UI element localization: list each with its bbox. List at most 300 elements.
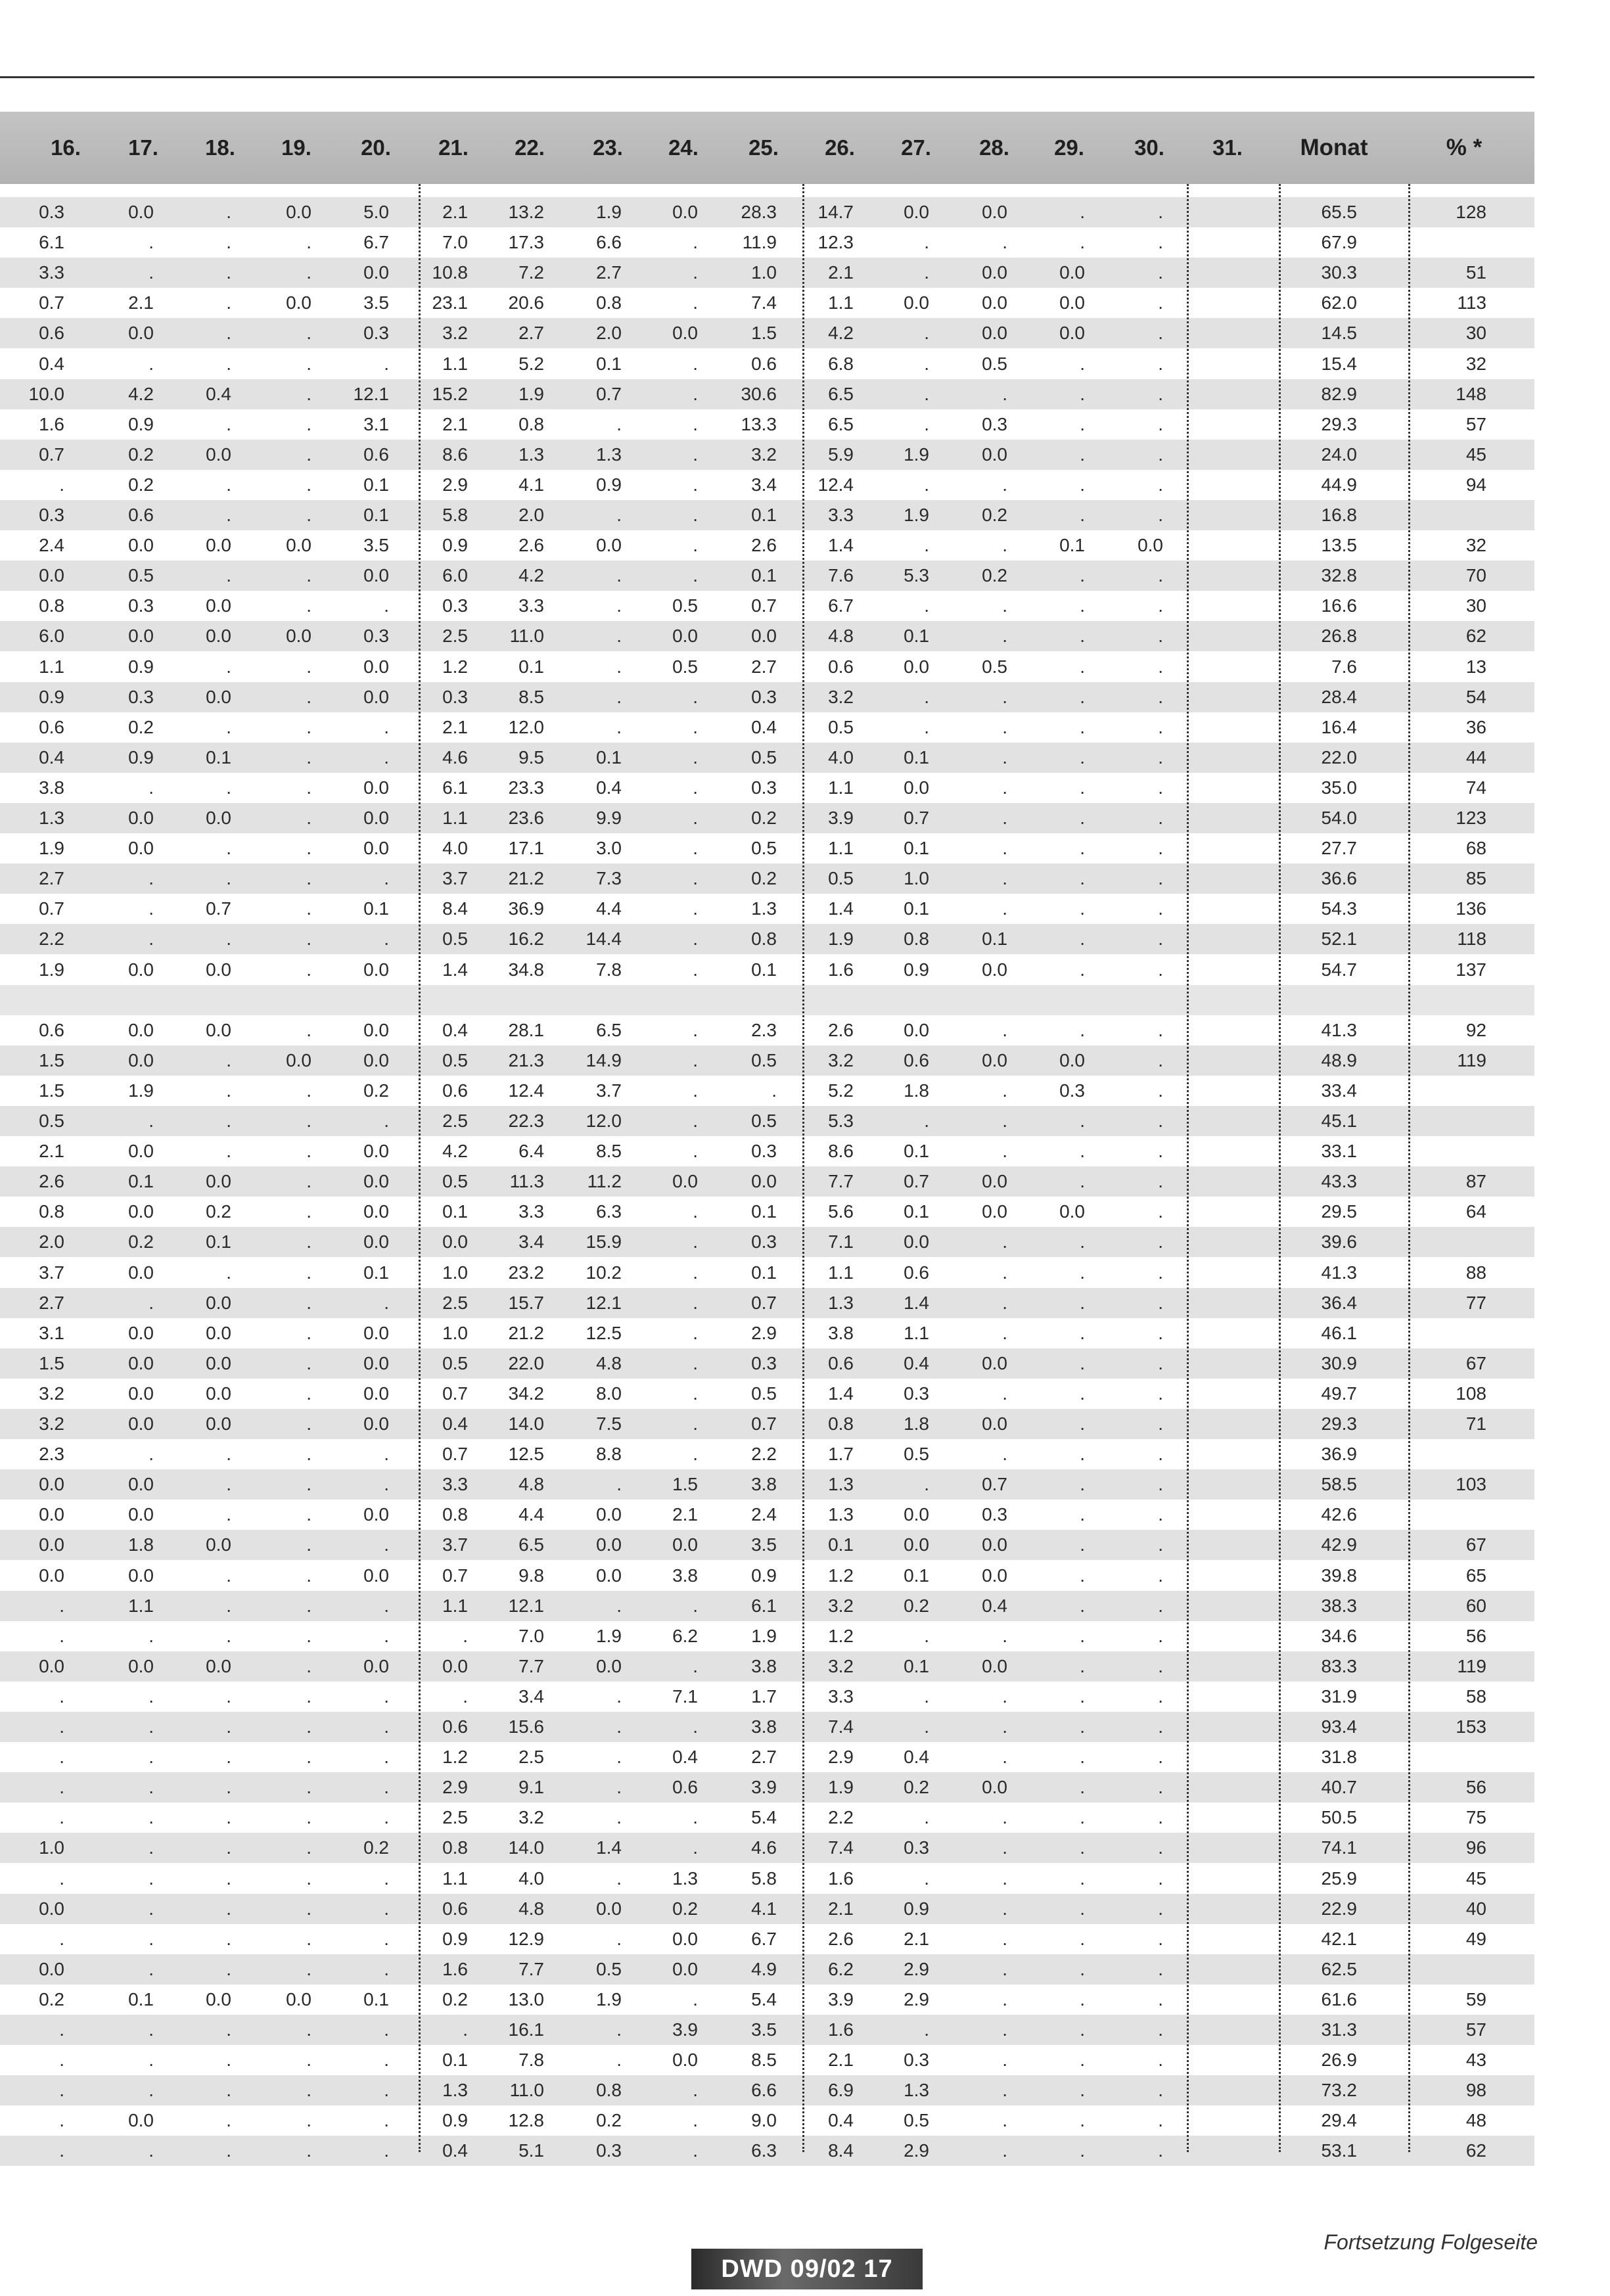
cell-day-28: 0.3 (982, 413, 1007, 434)
cell-day-19: . (306, 1595, 311, 1616)
cell-day-22: 4.8 (518, 1474, 544, 1495)
cell-day-29: . (1080, 1352, 1085, 1373)
day-header-18: 18. (205, 135, 235, 160)
column-separator (1187, 184, 1189, 2152)
cell-day-17: . (149, 1958, 154, 1979)
cell-day-20: 0.0 (363, 1413, 389, 1434)
cell-day-18: 0.0 (206, 686, 231, 707)
cell-day-24: . (693, 1292, 698, 1313)
cell-day-25: 6.1 (751, 1595, 777, 1616)
cell-day-24: 0.0 (672, 1958, 698, 1979)
cell-day-16: 1.5 (39, 1049, 64, 1070)
cell-day-19: . (306, 1565, 311, 1586)
cell-month-total: 65.5 (1321, 202, 1357, 222)
cell-day-26: 1.9 (828, 1777, 854, 1798)
table-row (0, 440, 1534, 470)
cell-day-22: 22.0 (508, 1352, 544, 1373)
cell-day-28: . (1002, 383, 1007, 404)
cell-month-total: 34.6 (1321, 1625, 1357, 1646)
cell-day-25: 2.6 (751, 535, 777, 556)
cell-day-25: 8.5 (751, 2050, 777, 2071)
continuation-note: Fortsetzung Folgeseite (1323, 2230, 1538, 2254)
cell-day-18: . (226, 1049, 231, 1070)
cell-day-29: 0.1 (1059, 535, 1085, 556)
cell-day-28: . (1002, 1111, 1007, 1131)
cell-month-total: 26.9 (1321, 2050, 1357, 2071)
cell-day-25: 0.5 (751, 1383, 777, 1404)
cell-day-31 (1162, 833, 1241, 863)
cell-day-20: 0.1 (363, 1262, 389, 1283)
table-row (0, 1985, 1534, 2015)
cell-day-29: . (1080, 1565, 1085, 1586)
cell-day-17: 0.2 (128, 716, 154, 737)
cell-day-19: . (306, 929, 311, 950)
cell-day-29: . (1080, 413, 1085, 434)
cell-day-24: . (693, 1655, 698, 1676)
cell-day-21: 4.2 (442, 1141, 468, 1162)
cell-day-23: . (616, 1747, 622, 1768)
cell-day-19: 0.0 (286, 626, 311, 647)
cell-day-17: 0.0 (128, 838, 154, 859)
cell-day-28: . (1002, 1231, 1007, 1252)
cell-day-26: 1.6 (828, 959, 854, 980)
cell-day-27: 2.9 (904, 1988, 929, 2009)
cell-day-26: 2.6 (828, 1928, 854, 1949)
cell-day-31 (1162, 1136, 1241, 1166)
cell-day-24: . (693, 1352, 698, 1373)
cell-day-16: 0.6 (39, 1019, 64, 1040)
cell-percent: 70 (1465, 565, 1486, 586)
cell-month-total: 38.3 (1321, 1595, 1357, 1616)
cell-month-total: 25.9 (1321, 1868, 1357, 1889)
cell-day-23: 0.1 (596, 353, 622, 374)
cell-day-24: . (693, 1049, 698, 1070)
cell-day-27: 0.4 (904, 1352, 929, 1373)
cell-day-25: 28.3 (741, 202, 777, 222)
cell-day-22: 3.3 (518, 1201, 544, 1222)
cell-day-24: . (693, 1080, 698, 1101)
cell-day-30: . (1158, 1777, 1163, 1798)
cell-day-30: . (1158, 1898, 1163, 1919)
cell-day-21: 4.6 (442, 746, 468, 768)
cell-day-19: . (306, 656, 311, 677)
cell-day-19: . (306, 1534, 311, 1555)
cell-day-22: 12.9 (508, 1928, 544, 1949)
cell-day-20: 0.0 (363, 1049, 389, 1070)
cell-day-24: 0.0 (672, 202, 698, 222)
table-row (0, 1500, 1534, 1530)
cell-day-24: 0.0 (672, 626, 698, 647)
cell-day-25: 3.8 (751, 1655, 777, 1676)
cell-day-26: 8.6 (828, 1141, 854, 1162)
cell-day-16: 0.8 (39, 1201, 64, 1222)
column-separator (1408, 184, 1410, 2152)
cell-day-18: . (226, 1868, 231, 1889)
cell-day-16: 0.7 (39, 444, 64, 465)
cell-day-17: . (149, 1444, 154, 1465)
cell-day-25: 30.6 (741, 383, 777, 404)
cell-day-30: . (1158, 746, 1163, 768)
table-row (0, 379, 1534, 409)
cell-day-17: . (149, 2019, 154, 2040)
table-row (0, 1258, 1534, 1288)
cell-day-16: 1.9 (39, 838, 64, 859)
cell-day-20: 6.7 (363, 232, 389, 253)
cell-day-31 (1162, 500, 1241, 530)
cell-day-24: 1.5 (672, 1474, 698, 1495)
cell-month-total: 29.4 (1321, 2110, 1357, 2131)
cell-percent: 119 (1457, 1049, 1486, 1070)
cell-day-26: 6.9 (828, 2080, 854, 2101)
cell-day-21: 3.7 (442, 1534, 468, 1555)
cell-day-23: 2.7 (596, 262, 622, 283)
cell-day-17: 0.0 (128, 202, 154, 222)
cell-day-17: 0.0 (128, 323, 154, 344)
cell-day-22: 21.2 (508, 1322, 544, 1343)
cell-day-25: 3.5 (751, 2019, 777, 2040)
cell-day-26: 1.6 (828, 2019, 854, 2040)
cell-day-18: . (226, 1141, 231, 1162)
cell-day-19: . (306, 1444, 311, 1465)
cell-day-23: 0.8 (596, 2080, 622, 2101)
cell-day-25: 0.3 (751, 1352, 777, 1373)
cell-day-20: . (384, 1777, 389, 1798)
cell-month-total: 36.6 (1321, 868, 1357, 889)
cell-day-21: 2.9 (442, 474, 468, 495)
table-row (0, 924, 1534, 954)
cell-day-21: 0.6 (442, 1080, 468, 1101)
cell-day-21: 0.7 (442, 1383, 468, 1404)
cell-day-25: 0.3 (751, 1141, 777, 1162)
cell-day-23: . (616, 565, 622, 586)
cell-day-21: 1.3 (442, 2080, 468, 2101)
cell-day-23: 6.6 (596, 232, 622, 253)
cell-day-17: . (149, 232, 154, 253)
cell-day-29: . (1080, 686, 1085, 707)
cell-day-28: 0.1 (982, 929, 1007, 950)
cell-day-29: . (1080, 1262, 1085, 1283)
cell-day-25: 0.2 (751, 868, 777, 889)
cell-percent: 48 (1465, 2110, 1486, 2131)
cell-day-16: . (59, 1868, 64, 1889)
cell-day-24: . (693, 1383, 698, 1404)
cell-day-30: . (1158, 232, 1163, 253)
cell-day-27: 2.9 (904, 2140, 929, 2161)
cell-day-29: . (1080, 656, 1085, 677)
cell-day-31 (1162, 1864, 1241, 1894)
cell-day-22: 17.1 (508, 838, 544, 859)
cell-day-26: 2.9 (828, 1747, 854, 1768)
cell-day-30: . (1158, 1988, 1163, 2009)
cell-day-31 (1162, 743, 1241, 773)
cell-day-31 (1162, 2045, 1241, 2075)
cell-day-26: 2.2 (828, 1807, 854, 1828)
cell-day-25: 0.1 (751, 505, 777, 525)
cell-day-28: 0.2 (982, 565, 1007, 586)
cell-day-26: 6.5 (828, 383, 854, 404)
cell-day-28: . (1002, 2140, 1007, 2161)
cell-day-26: 1.1 (828, 777, 854, 798)
cell-day-21: 10.8 (432, 262, 468, 283)
cell-day-27: 0.9 (904, 1898, 929, 1919)
cell-day-23: 14.4 (586, 929, 622, 950)
cell-day-17: 0.0 (128, 1504, 154, 1525)
cell-day-24: . (693, 1141, 698, 1162)
cell-day-26: 12.3 (817, 232, 854, 253)
cell-day-29: . (1080, 202, 1085, 222)
cell-day-26: 7.6 (828, 565, 854, 586)
cell-day-28: . (1002, 232, 1007, 253)
cell-month-total: 31.3 (1321, 2019, 1357, 2040)
table-row (0, 2105, 1534, 2136)
cell-percent: 67 (1465, 1352, 1486, 1373)
table-row (0, 1742, 1534, 1772)
cell-day-28: 0.2 (982, 505, 1007, 525)
cell-day-18: . (226, 1625, 231, 1646)
cell-day-17: 0.6 (128, 505, 154, 525)
table-row (0, 1409, 1534, 1439)
cell-day-18: . (226, 1565, 231, 1586)
cell-day-22: 7.7 (518, 1958, 544, 1979)
cell-day-25: 0.5 (751, 746, 777, 768)
cell-day-16: 3.2 (39, 1413, 64, 1434)
cell-day-28: . (1002, 1019, 1007, 1040)
cell-day-24: . (693, 838, 698, 859)
cell-day-31 (1162, 1379, 1241, 1409)
cell-day-25: 3.8 (751, 1716, 777, 1737)
cell-day-30: . (1158, 1080, 1163, 1101)
cell-day-22: 9.1 (518, 1777, 544, 1798)
table-row (0, 1954, 1534, 1985)
cell-day-24: . (693, 565, 698, 586)
cell-day-19: . (306, 1837, 311, 1858)
cell-day-29: . (1080, 1655, 1085, 1676)
cell-day-23: 8.5 (596, 1141, 622, 1162)
cell-day-20: 3.5 (363, 535, 389, 556)
cell-day-25: 0.5 (751, 1111, 777, 1131)
cell-month-total: 40.7 (1321, 1777, 1357, 1798)
cell-day-20: 0.1 (363, 1988, 389, 2009)
cell-day-31 (1162, 712, 1241, 743)
cell-day-20: . (384, 746, 389, 768)
cell-day-31 (1162, 1258, 1241, 1288)
cell-day-28: . (1002, 1958, 1007, 1979)
cell-day-24: . (693, 868, 698, 889)
cell-day-30: . (1158, 1111, 1163, 1131)
cell-day-17: . (149, 1716, 154, 1737)
cell-day-23: 8.8 (596, 1444, 622, 1465)
day-header-17: 17. (128, 135, 158, 160)
cell-day-20: 0.1 (363, 474, 389, 495)
cell-day-17: . (149, 1686, 154, 1707)
table-row (0, 1712, 1534, 1742)
cell-day-27: 5.3 (904, 565, 929, 586)
cell-day-17: 0.0 (128, 535, 154, 556)
cell-day-26: 1.3 (828, 1292, 854, 1313)
cell-day-20: 0.0 (363, 1201, 389, 1222)
cell-percent: 36 (1465, 716, 1486, 737)
cell-day-30: . (1158, 808, 1163, 828)
cell-day-26: 1.9 (828, 929, 854, 950)
cell-day-20: . (384, 1686, 389, 1707)
cell-month-total: 13.5 (1321, 535, 1357, 556)
cell-day-18: . (226, 2140, 231, 2161)
cell-percent: 148 (1456, 383, 1486, 404)
cell-day-26: 0.5 (828, 716, 854, 737)
cell-day-24: 1.3 (672, 1868, 698, 1889)
cell-day-18: 0.1 (206, 1231, 231, 1252)
cell-day-29: . (1080, 1322, 1085, 1343)
cell-percent: 43 (1465, 2050, 1486, 2071)
cell-day-29: . (1080, 1504, 1085, 1525)
cell-day-17: 0.0 (128, 1322, 154, 1343)
cell-day-19: . (306, 1111, 311, 1131)
cell-day-27: 0.1 (904, 838, 929, 859)
cell-day-31 (1162, 227, 1241, 258)
cell-day-21: 1.1 (442, 1595, 468, 1616)
table-row (0, 1924, 1534, 1954)
cell-day-27: 0.4 (904, 1747, 929, 1768)
cell-percent: 30 (1465, 595, 1486, 616)
cell-day-22: 12.4 (508, 1080, 544, 1101)
cell-percent: 103 (1456, 1474, 1486, 1495)
cell-day-21: 1.6 (442, 1958, 468, 1979)
cell-month-total: 54.7 (1321, 959, 1357, 980)
cell-day-19: . (306, 1686, 311, 1707)
cell-day-30: . (1158, 626, 1163, 647)
cell-day-24: . (693, 959, 698, 980)
cell-day-30: . (1158, 292, 1163, 313)
cell-day-19: . (306, 1777, 311, 1798)
cell-day-29: . (1080, 1747, 1085, 1768)
cell-day-24: . (693, 686, 698, 707)
cell-day-20: . (384, 2140, 389, 2161)
cell-day-24: . (693, 474, 698, 495)
cell-day-31 (1162, 1772, 1241, 1802)
cell-day-31 (1162, 1288, 1241, 1318)
cell-day-17: . (149, 1292, 154, 1313)
cell-day-26: 1.4 (828, 898, 854, 919)
cell-day-30: . (1158, 1716, 1163, 1737)
cell-month-total: 16.4 (1321, 716, 1357, 737)
cell-day-22: 6.5 (518, 1534, 544, 1555)
cell-day-16: 1.9 (39, 959, 64, 980)
cell-percent: 85 (1465, 868, 1486, 889)
day-header-26: 26. (825, 135, 855, 160)
cell-day-28: 0.4 (982, 1595, 1007, 1616)
cell-day-30: . (1158, 505, 1163, 525)
table-row (0, 1166, 1534, 1197)
cell-day-29: . (1080, 716, 1085, 737)
cell-day-19: . (306, 1322, 311, 1343)
cell-day-28: . (1002, 1716, 1007, 1737)
table-row (0, 743, 1534, 773)
cell-day-29: . (1080, 626, 1085, 647)
cell-day-21: 0.7 (442, 1565, 468, 1586)
cell-day-20: 0.0 (363, 777, 389, 798)
cell-day-30: . (1158, 1534, 1163, 1555)
cell-day-27: . (924, 535, 929, 556)
cell-percent: 75 (1465, 1807, 1486, 1828)
cell-day-30: . (1158, 1868, 1163, 1889)
cell-percent: 98 (1465, 2080, 1486, 2101)
cell-day-28: 0.0 (982, 1565, 1007, 1586)
cell-day-25: 2.3 (751, 1019, 777, 1040)
cell-day-19: . (306, 1141, 311, 1162)
cell-day-29: . (1080, 1837, 1085, 1858)
cell-day-22: 7.2 (518, 262, 544, 283)
cell-day-20: 0.0 (363, 1141, 389, 1162)
cell-percent: 94 (1465, 474, 1486, 495)
cell-day-27: 0.5 (904, 2110, 929, 2131)
cell-day-26: 2.1 (828, 2050, 854, 2071)
cell-day-18: . (226, 838, 231, 859)
cell-day-23: 3.0 (596, 838, 622, 859)
cell-day-16: . (59, 1747, 64, 1768)
cell-day-17: 0.0 (128, 1019, 154, 1040)
cell-day-16: 3.8 (39, 777, 64, 798)
cell-day-29: . (1080, 746, 1085, 768)
cell-day-19: . (306, 716, 311, 737)
cell-day-16: 1.6 (39, 413, 64, 434)
cell-day-25: 0.2 (751, 808, 777, 828)
cell-day-16: 0.7 (39, 898, 64, 919)
cell-day-17: . (149, 929, 154, 950)
cell-day-22: 13.0 (508, 1988, 544, 2009)
cell-day-25: 0.1 (751, 1262, 777, 1283)
cell-day-22: 20.6 (508, 292, 544, 313)
month-header: Monat (1300, 135, 1368, 160)
cell-day-21: 0.5 (442, 929, 468, 950)
day-header-30: 30. (1134, 135, 1164, 160)
cell-day-25: 4.1 (751, 1898, 777, 1919)
cell-day-18: 0.0 (206, 1413, 231, 1434)
cell-day-21: 1.1 (442, 353, 468, 374)
cell-day-29: . (1080, 929, 1085, 950)
cell-day-19: . (306, 232, 311, 253)
cell-day-18: 0.0 (206, 626, 231, 647)
cell-percent: 57 (1465, 413, 1486, 434)
table-row (0, 2045, 1534, 2075)
cell-day-20: . (384, 2050, 389, 2071)
cell-day-18: . (226, 262, 231, 283)
cell-day-26: 7.4 (828, 1837, 854, 1858)
cell-day-18: . (226, 777, 231, 798)
cell-month-total: 49.7 (1321, 1383, 1357, 1404)
cell-day-27: 0.2 (904, 1777, 929, 1798)
cell-day-21: 3.2 (442, 323, 468, 344)
cell-day-24: 0.0 (672, 1171, 698, 1192)
cell-day-24: 2.1 (672, 1504, 698, 1525)
cell-percent: 64 (1465, 1201, 1486, 1222)
cell-day-17: 0.0 (128, 2110, 154, 2131)
cell-month-total: 45.1 (1321, 1111, 1357, 1131)
cell-day-30: . (1158, 2080, 1163, 2101)
cell-day-17: . (149, 1837, 154, 1858)
cell-day-24: 0.5 (672, 656, 698, 677)
cell-percent: 54 (1465, 686, 1486, 707)
cell-day-24: 0.5 (672, 595, 698, 616)
cell-day-20: . (384, 2110, 389, 2131)
cell-day-30: . (1158, 353, 1163, 374)
cell-day-21: 0.0 (442, 1655, 468, 1676)
cell-day-22: 4.4 (518, 1504, 544, 1525)
cell-percent: 44 (1465, 746, 1486, 768)
cell-day-26: 0.1 (828, 1534, 854, 1555)
cell-day-24: . (693, 1111, 698, 1131)
cell-day-23: . (616, 716, 622, 737)
cell-day-25: 3.2 (751, 444, 777, 465)
